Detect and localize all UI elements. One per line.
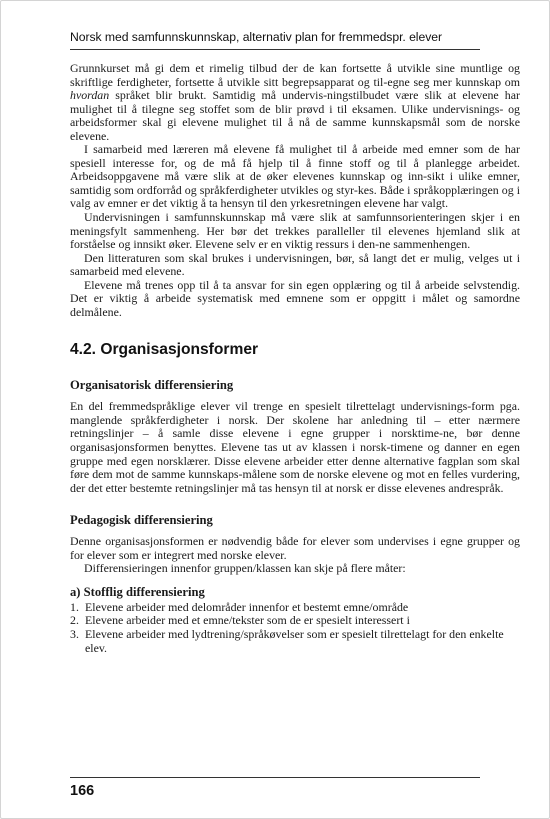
list-item-text: Elevene arbeider med et emne/tekster som de er spesielt interessert i <box>85 613 410 628</box>
list-item <box>70 628 520 655</box>
emphasis-word: hvordan <box>70 88 110 103</box>
list-item <box>70 614 520 628</box>
list-item-text: Elevene arbeider med delområder innenfor et bestemt emne/område <box>85 599 409 614</box>
footer-rule <box>70 777 480 778</box>
organisatorisk-paragraph: En del fremmedspråklige elever vil trenge en spesielt tilrettelagt undervisnings-form pga. manglende språkferdigheter i norsk. Der skolene har anledning til – etter nærmere retningslinjer – å samle disse elevene i egne grupper i norsktime-ne, bør denne organisasjonsformen benyttes. Elevene tas ut av klassen i norsk-timene og danner en egen gruppe med egen norsklærer. Disse elevene arbeider etter denne alternative fagplan som skal føre dem mot de samme kunnskaps-målene som de norske elevene og mot en felles vurdering, der det etter bestemte retningslinjer må tas hensyn til at norsk er disse elevenes andrespråk. <box>70 399 520 495</box>
list-item-text: Elevene arbeider med lydtrening/språkøvelser som er spesielt tilrettelagt for den enkelte elev. <box>85 626 504 655</box>
intro-paragraph-1 <box>70 62 520 143</box>
section-heading: 4.2. Organisasjonsformer <box>70 341 259 359</box>
page-number: 166 <box>70 783 95 799</box>
list-item-number: 3. <box>70 626 79 641</box>
list-heading-stofflig: a) Stofflig differensiering <box>70 584 205 599</box>
intro-paragraph-1-text-a: Grunnkurset må gi dem et rimelig tilbud der de kan fortsette å utvikle sine muntlige og skriftlige ferdigheter, fortsette å utvikle sitt begrepsapparat og til-egne seg mer kunnskap om <box>70 61 520 89</box>
list-item-number: 1. <box>70 599 79 614</box>
header-rule <box>70 49 480 50</box>
subheading-organisatorisk: Organisatorisk differensiering <box>70 378 234 393</box>
intro-paragraph-1-text-b: språket blir brukt. Samtidig må undervis-ningstilbudet være slik at elevene har mulighet til å tilegne seg stoffet som de blir prøvd i til eksamen. Ulike undervisnings- og arbeidsformer skal gi elevene mulighet til å nå de samme kunnskapsmål som de norske elevene. <box>70 88 520 143</box>
intro-paragraph-3: Undervisningen i samfunnskunnskap må være slik at samfunnsorienteringen skjer i en meningsfylt sammenheng. Her bør det trekkes paralleller til elevenes hjemland slik at forståelse og innsikt øker. Elevene selv er en viktig ressurs i den-ne sammenhengen. <box>70 210 520 252</box>
intro-paragraph-5: Elevene må trenes opp til å ta ansvar for sin egen opplæring og til å arbeide selvstendig. Det er viktig å arbeide systematisk med emnene som er oppgitt i målet og samordne delmålene. <box>70 277 520 319</box>
intro-paragraph-4: Den litteraturen som skal brukes i undervisningen, bør, så langt det er mulig, velges ut i samarbeid med elevene. <box>70 250 520 279</box>
subheading-pedagogisk: Pedagogisk differensiering <box>70 513 213 528</box>
intro-paragraph-2: I samarbeid med læreren må elevene få mulighet til å arbeide med emner som de har spesiell interesse for, og de må få hjelp til å finne stoff og til å planlegge arbeidet. Arbeidsoppgavene må være slik at de øker elevenes kunnskap og inn-sikt i ulike emner, samtidig som ordforråd og språkferdigheter utvikles og styr-kes. Både i språkopplæringen og i valg av emner er det viktig å ta hensyn til den yrkesretningen elevene har valgt. <box>70 142 520 211</box>
pedagogisk-paragraph-2: Differensieringen innenfor gruppen/klassen kan skje på flere måter: <box>84 561 406 576</box>
list-item-number: 2. <box>70 613 79 628</box>
pedagogisk-paragraph-1: Denne organisasjonsformen er nødvendig både for elever som undervises i egne grupper og for elever som er integrert med norske elever. <box>70 534 520 562</box>
page-body <box>70 62 520 655</box>
running-header: Norsk med samfunnskunnskap, alternativ plan for fremmedspr. elever <box>70 30 442 44</box>
list-item <box>70 601 520 615</box>
differentiation-list <box>70 601 520 655</box>
